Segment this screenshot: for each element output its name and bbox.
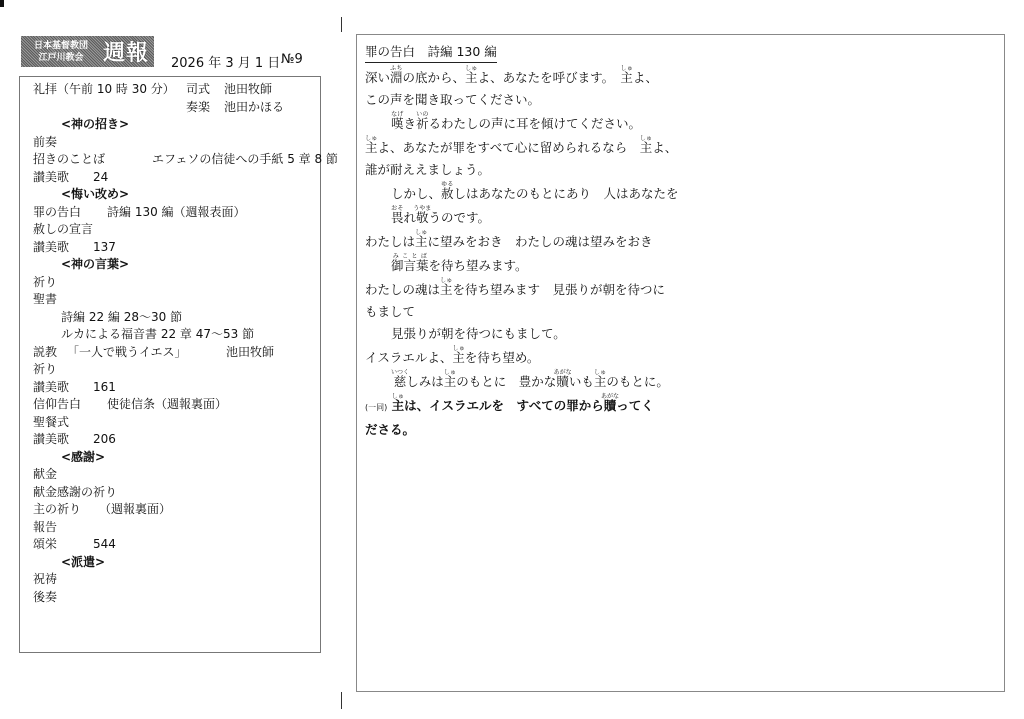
item-label: <神の招き> <box>61 117 130 131</box>
item-value: 詩編 130 編（週報表面） <box>107 204 246 219</box>
item-label: 祈り <box>33 274 58 289</box>
bulletin-logo <box>21 36 154 67</box>
order-item <box>33 361 254 379</box>
item-label: 招きのことば <box>33 152 106 166</box>
item-value: 544 <box>93 537 116 551</box>
order-item <box>33 414 254 432</box>
church-name: 日本基督教団 江戸川教会 <box>33 40 88 63</box>
item-label: 献金 <box>33 467 58 481</box>
section-heading <box>33 554 254 572</box>
order-item <box>33 274 254 292</box>
item-label: <悔い改め> <box>61 187 130 201</box>
section-heading <box>33 186 254 204</box>
psalm-line: 誰が耐ええましょう。 <box>365 162 491 177</box>
section-heading <box>33 449 254 467</box>
order-of-worship <box>19 76 338 653</box>
item-value: エフェソの信徒への手紙 5 章 8 節 <box>152 152 338 166</box>
item-label: 聖餐式 <box>33 414 70 429</box>
order-item <box>33 536 254 554</box>
psalm-line: わたしの魂は主しゅを待ち望みます 見張りが朝を待つに <box>365 277 666 297</box>
presider-role: 司式 <box>186 82 211 96</box>
confession-panel <box>356 34 1005 692</box>
item-label: ルカによる福音書 22 章 47～53 節 <box>61 327 255 341</box>
order-item <box>33 501 254 519</box>
order-item <box>33 221 254 239</box>
order-item <box>33 326 254 344</box>
psalm-line: 見張りが朝を待つにもまして。 <box>391 326 566 341</box>
organist-role: 奏楽 <box>186 99 211 114</box>
item-label: 聖書 <box>33 292 58 306</box>
order-item <box>33 396 254 414</box>
item-extra: 池田牧師 <box>226 344 275 359</box>
order-item <box>33 484 254 502</box>
psalm-line: 御言葉みことばを待ち望みます。 <box>391 253 528 273</box>
psalm-line: この声を聞き取ってください。 <box>365 92 541 107</box>
bulletin-date: 2026 年 3 月 1 日 <box>171 56 281 71</box>
congregation-response-cont: ださる。 <box>365 422 416 437</box>
item-value: 「一人で戦うイエス」 <box>67 344 187 359</box>
item-label: <感謝> <box>61 449 106 464</box>
psalm-line: もまして <box>365 304 416 319</box>
order-item <box>33 134 254 152</box>
order-item <box>33 204 254 222</box>
item-label: 祝祷 <box>33 572 58 586</box>
psalm-line: 畏おそれ敬うやまうのです。 <box>391 205 491 225</box>
psalm-line: しかし、赦ゆるしはあなたのもとにあり 人はあなたを <box>391 181 679 201</box>
order-item <box>33 344 275 362</box>
item-label: 後奏 <box>33 589 58 604</box>
order-item <box>33 239 254 257</box>
psalm-line: 主しゅよ、あなたが罪をすべて心に留められるなら 主しゅよ、 <box>365 135 678 155</box>
psalm-line: 嘆なげき祈いのるわたしの声に耳を傾けてください。 <box>391 111 642 131</box>
order-item <box>33 309 254 327</box>
item-label: 詩編 22 編 28～30 節 <box>61 309 183 324</box>
order-list <box>33 81 338 606</box>
item-label: 前奏 <box>33 134 58 149</box>
order-item <box>33 589 254 607</box>
item-label: 主の祈り <box>33 502 82 516</box>
item-label: 讃美歌 <box>33 432 70 446</box>
item-value: （週報裏面） <box>99 502 172 516</box>
order-item <box>33 431 254 449</box>
item-label: <派遣> <box>61 554 106 569</box>
item-label: 報告 <box>33 519 58 534</box>
item-label: 罪の告白 <box>33 204 82 219</box>
order-item <box>33 291 254 309</box>
item-label: 信仰告白 <box>33 397 82 411</box>
congregation-response: (一同) 主しゅは、イスラエルを すべての罪から贖あがなってく <box>365 393 654 413</box>
item-value: 161 <box>93 379 116 394</box>
order-item <box>33 519 254 537</box>
organist-row <box>33 99 285 117</box>
fold-mark-bottom <box>341 692 342 709</box>
psalm-title: 罪の告白 詩編 130 編 <box>365 43 497 63</box>
section-heading <box>33 116 254 134</box>
item-label: 讃美歌 <box>33 169 70 184</box>
bulletin-title: 週報 <box>103 41 150 66</box>
fold-mark-top <box>341 17 342 32</box>
response-marker: (一同) <box>365 403 388 412</box>
item-value: 24 <box>93 169 109 184</box>
worship-time-row <box>33 81 273 99</box>
psalm-line: 深い淵ふちの底から、主しゅよ、あなたを呼びます。 主しゅよ、 <box>365 65 658 85</box>
item-label: 讃美歌 <box>33 239 70 254</box>
section-heading <box>33 256 254 274</box>
psalm-line: イスラエルよ、主しゅを待ち望め。 <box>365 345 540 365</box>
worship-time: 礼拝（午前 10 時 30 分） <box>33 82 175 96</box>
item-label: 赦しの宣言 <box>33 222 94 236</box>
order-item <box>33 379 254 397</box>
item-label: 説教 <box>33 344 58 359</box>
order-item <box>33 151 338 169</box>
item-value: 137 <box>93 239 116 254</box>
issue-number: №9 <box>281 52 303 67</box>
order-item <box>33 571 254 589</box>
presider-name: 池田牧師 <box>224 82 273 96</box>
order-item <box>33 466 254 484</box>
item-label: 祈り <box>33 362 58 376</box>
item-label: 献金感謝の祈り <box>33 484 118 499</box>
item-value: 使徒信条（週報裏面） <box>107 397 228 411</box>
psalm-line: 慈いつくしみは主しゅのもとに 豊かな贖あがないも主しゅのもとに。 <box>391 369 669 389</box>
item-label: 讃美歌 <box>33 379 70 394</box>
order-item <box>33 169 254 187</box>
psalm-line: わたしは主しゅに望みをおき わたしの魂は望みをおき <box>365 229 653 249</box>
psalm-text <box>365 43 679 441</box>
item-label: <神の言葉> <box>61 257 130 271</box>
registration-mark <box>0 0 4 7</box>
item-value: 206 <box>93 432 116 446</box>
organist-name: 池田かほる <box>224 99 285 114</box>
item-label: 頌栄 <box>33 537 58 551</box>
